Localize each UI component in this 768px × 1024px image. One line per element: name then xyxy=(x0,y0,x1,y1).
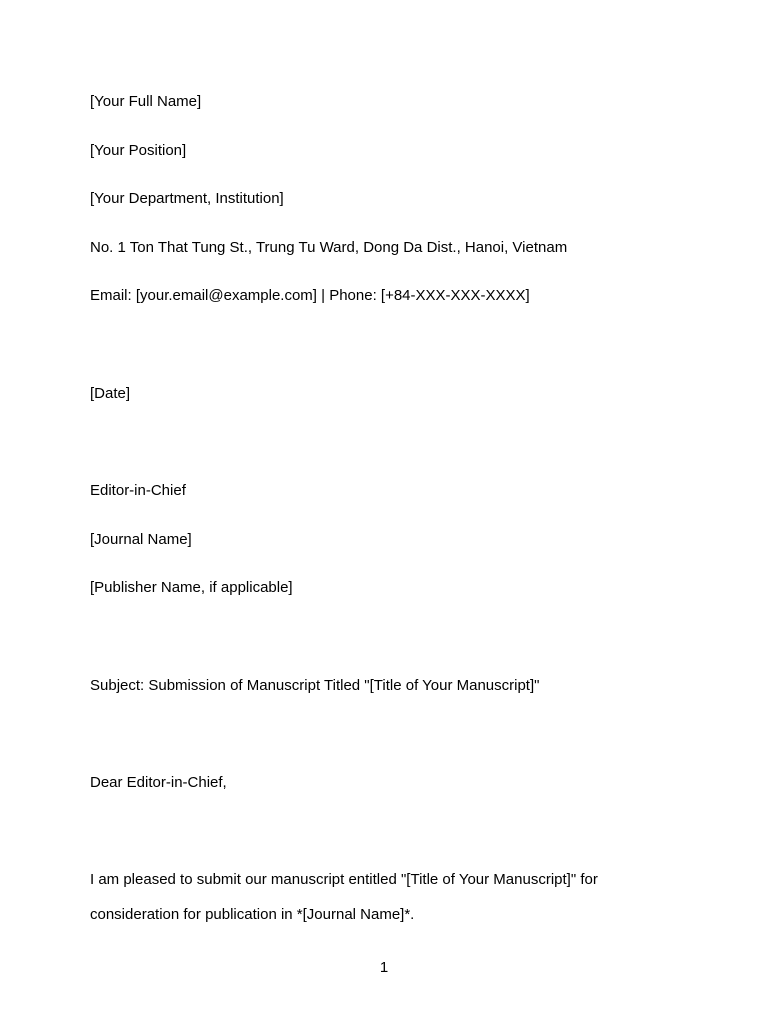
recipient-journal: [Journal Name] xyxy=(90,531,192,548)
sender-position: [Your Position] xyxy=(90,142,187,159)
page-number: 1 xyxy=(379,959,389,976)
recipient-publisher: [Publisher Name, if applicable] xyxy=(90,579,293,596)
letter-subject: Subject: Submission of Manuscript Titled "[Title of Your Manuscript]" xyxy=(90,677,540,694)
sender-department: [Your Department, Institution] xyxy=(90,190,284,207)
body-paragraph-line: I am pleased to submit our manuscript entitled "[Title of Your Manuscript]" for xyxy=(90,871,598,888)
sender-contact: Email: [your.email@example.com] | Phone: [+84-XXX-XXX-XXXX] xyxy=(90,287,530,304)
sender-address: No. 1 Ton That Tung St., Trung Tu Ward, Dong Da Dist., Hanoi, Vietnam xyxy=(90,239,568,256)
sender-full-name: [Your Full Name] xyxy=(90,93,202,110)
letter-date: [Date] xyxy=(90,385,131,402)
recipient-title: Editor-in-Chief xyxy=(90,482,186,499)
letter-salutation: Dear Editor-in-Chief, xyxy=(90,774,227,791)
body-paragraph-line: consideration for publication in *[Journal Name]*. xyxy=(90,906,415,923)
